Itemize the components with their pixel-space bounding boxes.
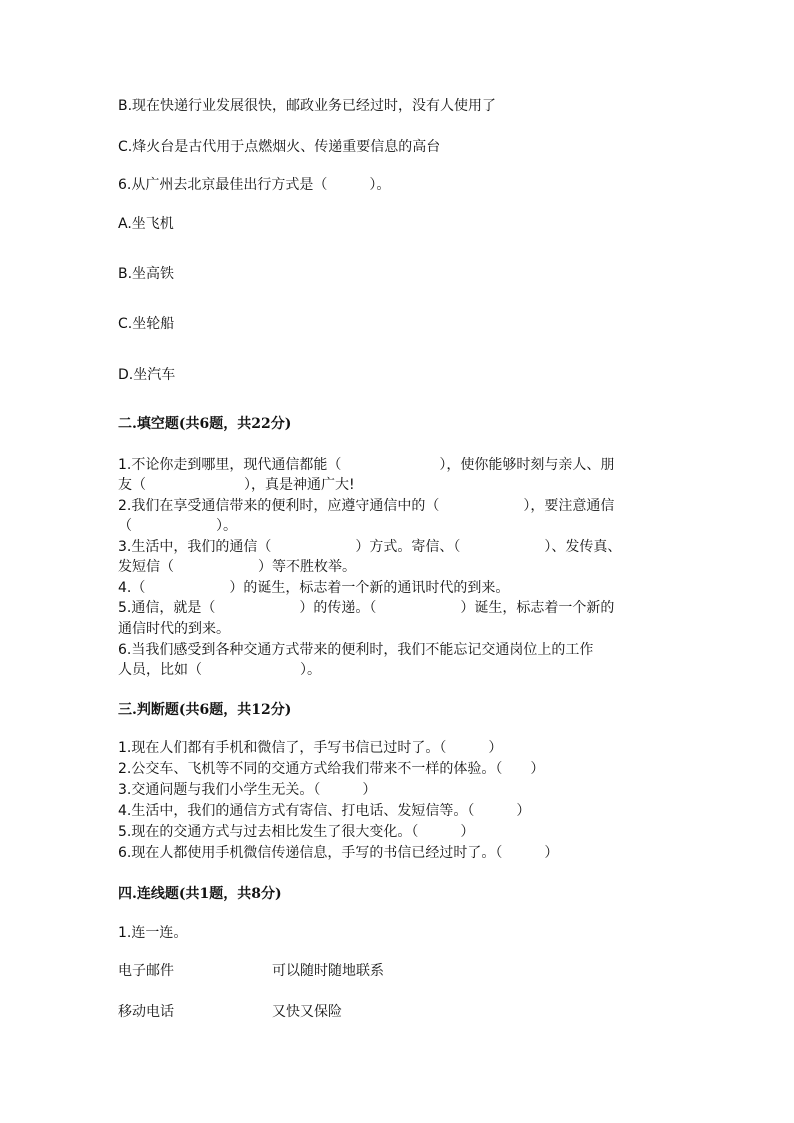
match-right-item: 又快又保险 xyxy=(272,1004,342,1020)
option-c: C.烽火台是古代用于点燃烟火、传递重要信息的高台 xyxy=(118,139,441,155)
judge-line: 3.交通问题与我们小学生无关。（ ） xyxy=(118,782,377,798)
match-right-item: 可以随时随地联系 xyxy=(272,963,384,979)
fill-line: 1.不论你走到哪里，现代通信都能（ ），使你能够时刻与亲人、朋 xyxy=(118,457,615,473)
match-left-item: 电子邮件 xyxy=(118,963,174,979)
fill-line: 友（ ），真是神通广大! xyxy=(118,477,355,493)
option-b: B.现在快递行业发展很快，邮政业务已经过时，没有人使用了 xyxy=(118,98,497,114)
fill-line: 发短信（ ）等不胜枚举。 xyxy=(118,559,356,575)
fill-section-heading: 二.填空题(共6题，共22分) xyxy=(118,416,292,432)
match-section-heading: 四.连线题(共1题，共8分) xyxy=(118,886,282,902)
fill-line: 2.我们在享受通信带来的便利时，应遵守通信中的（ ），要注意通信 xyxy=(118,498,615,514)
fill-line: （ ）。 xyxy=(118,518,237,534)
judge-line: 4.生活中，我们的通信方式有寄信、打电话、发短信等。（ ） xyxy=(118,803,531,819)
judge-line: 2.公交车、飞机等不同的交通方式给我们带来不一样的体验。（ ） xyxy=(118,761,545,777)
q6-option-b: B.坐高铁 xyxy=(118,266,175,282)
q6-option-c: C.坐轮船 xyxy=(118,316,175,332)
match-left-item: 移动电话 xyxy=(118,1004,174,1020)
q6-option-d: D.坐汽车 xyxy=(118,367,176,383)
match-prompt: 1.连一连。 xyxy=(118,925,188,941)
judge-section-heading: 三.判断题(共6题，共12分) xyxy=(118,702,292,718)
fill-line: 通信时代的到来。 xyxy=(118,621,230,637)
judge-line: 5.现在的交通方式与过去相比发生了很大变化。（ ） xyxy=(118,824,475,840)
q6-option-a: A.坐飞机 xyxy=(118,216,174,232)
fill-line: 人员，比如（ ）。 xyxy=(118,662,321,678)
judge-line: 1.现在人们都有手机和微信了，手写书信已过时了。（ ） xyxy=(118,740,503,756)
fill-line: 4.（ ）的诞生，标志着一个新的通讯时代的到来。 xyxy=(118,580,510,596)
judge-line: 6.现在人都使用手机微信传递信息，手写的书信已经过时了。（ ） xyxy=(118,845,559,861)
fill-line: 5.通信，就是（ ）的传递。（ ）诞生，标志着一个新的 xyxy=(118,600,615,616)
question-6-stem: 6.从广州去北京最佳出行方式是（ ）。 xyxy=(118,177,391,193)
fill-line: 6.当我们感受到各种交通方式带来的便利时，我们不能忘记交通岗位上的工作 xyxy=(118,642,594,658)
fill-line: 3.生活中，我们的通信（ ）方式。寄信、（ ）、发传真、 xyxy=(118,539,622,555)
